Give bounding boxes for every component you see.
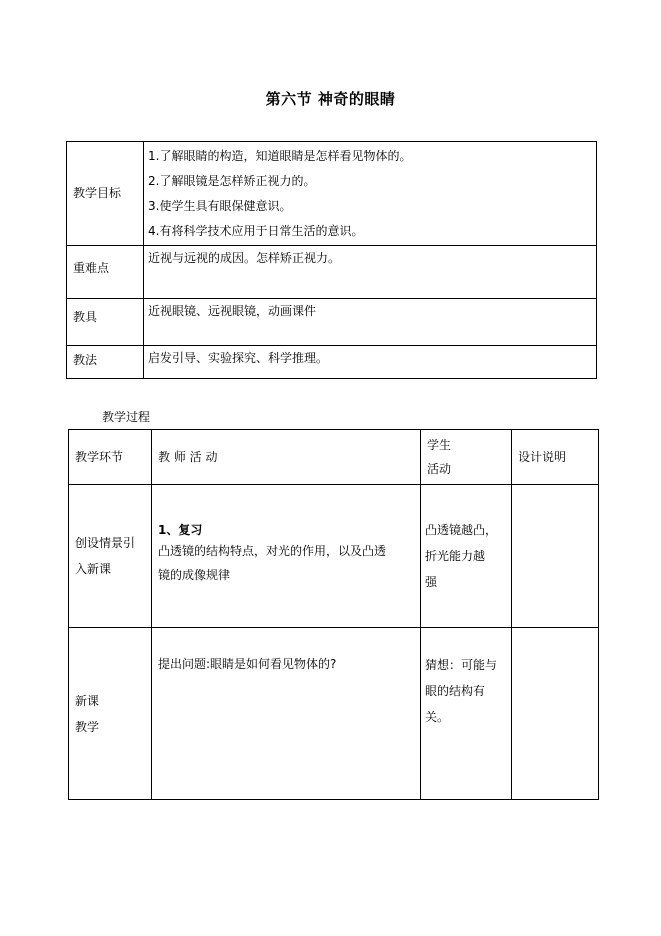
header-teacher: 教 师 活 动 — [152, 430, 421, 485]
label-cell: 教具 — [67, 299, 144, 346]
stage-line: 创设情景引 — [75, 536, 136, 550]
stage-cell — [69, 628, 152, 800]
table-row — [69, 485, 599, 628]
teacher-line: 镜的成像规律 — [158, 568, 231, 582]
objective-item: 3.使学生具有眼保健意识。 — [148, 199, 292, 213]
label-cell: 教法 — [67, 346, 144, 379]
page-title: 第六节 神奇的眼睛 — [265, 90, 396, 108]
teacher-heading: 1、复习 — [158, 523, 203, 537]
objectives-cell — [144, 142, 597, 246]
table-row — [67, 246, 597, 299]
stage-cell — [69, 485, 152, 628]
header-student — [421, 430, 512, 485]
label-cell: 重难点 — [67, 246, 144, 299]
header-student-line: 活动 — [427, 462, 452, 476]
stage-line: 新课 — [75, 693, 100, 708]
student-activity-cell — [421, 485, 512, 628]
student-line: 眼的结构有 — [425, 684, 486, 698]
table-row — [67, 142, 597, 246]
student-line: 凸透镜越凸， — [425, 523, 498, 537]
header-notes: 设计说明 — [512, 430, 599, 485]
notes-cell — [512, 628, 599, 800]
objective-item: 2.了解眼镜是怎样矫正视力的。 — [148, 174, 316, 188]
student-line: 猜想：可能与 — [425, 658, 498, 672]
process-section-label: 教学过程 — [102, 410, 151, 424]
notes-cell — [512, 485, 599, 628]
teacher-activity-cell — [152, 485, 421, 628]
content-cell: 启发引导、实验探究、科学推理。 — [144, 346, 597, 379]
student-activity-cell — [421, 628, 512, 800]
objective-item: 4.有将科学技术应用于日常生活的意识。 — [148, 224, 364, 238]
table-header-row — [69, 430, 599, 485]
label-cell: 教学目标 — [67, 142, 144, 246]
student-line: 折光能力越 — [425, 549, 486, 563]
header-student-line: 学生 — [427, 438, 452, 452]
table-row — [69, 628, 599, 800]
student-line: 强 — [425, 575, 438, 589]
table-row — [67, 299, 597, 346]
lesson-info-table — [66, 141, 597, 379]
objective-item: 1.了解眼睛的构造，知道眼睛是怎样看见物体的。 — [148, 149, 412, 163]
student-line: 关。 — [425, 710, 450, 724]
teacher-line: 凸透镜的结构特点，对光的作用，以及凸透 — [158, 544, 387, 558]
header-stage: 教学环节 — [69, 430, 152, 485]
content-cell: 近视与远视的成因。怎样矫正视力。 — [144, 246, 597, 299]
teaching-process-table — [68, 429, 599, 800]
content-cell: 近视眼镜、远视眼镜，动画课件 — [144, 299, 597, 346]
table-row — [67, 346, 597, 379]
stage-line: 教学 — [75, 719, 100, 734]
stage-line: 入新课 — [75, 562, 112, 576]
teacher-activity-cell — [152, 628, 421, 800]
teacher-line: 提出问题:眼睛是如何看见物体的? — [158, 657, 337, 671]
